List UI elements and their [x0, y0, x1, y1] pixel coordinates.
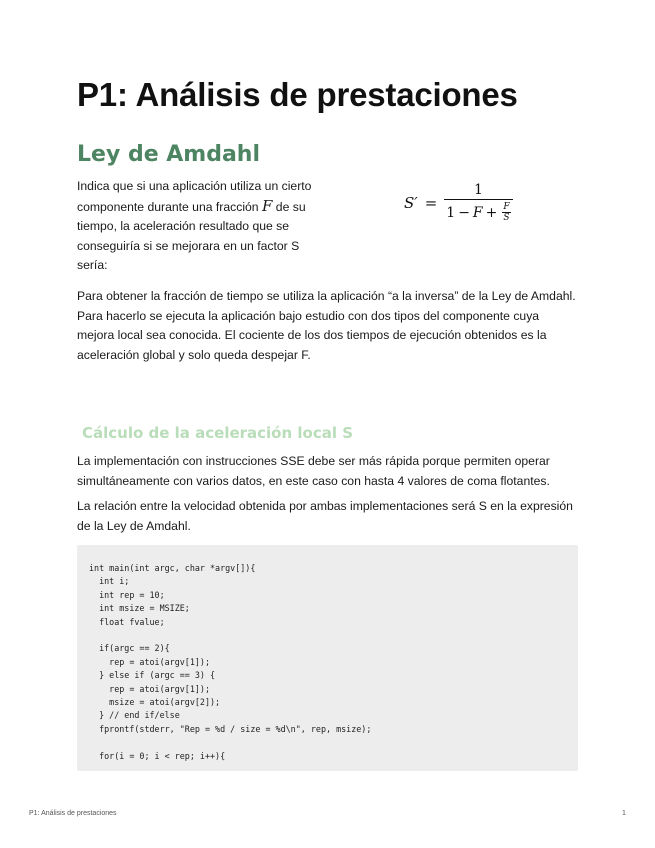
formula-mini-numerator: F — [503, 202, 510, 212]
formula-fraction — [444, 182, 512, 223]
amdahl-intro-part1: Indica que si una aplicación utiliza un cierto componente durante una fracción — [77, 179, 312, 214]
code-listing: int main(int argc, char *argv[]){ int i; int rep = 10; int msize = MSIZE; float fvalue; if(argc == 2){ rep = atoi(argv[1]); } else if (argc == 3) { rep = atoi(argv[1]); msize = atoi(argv[2]); } // end if/else fprontf(stderr, "Rep = %d / size = %d\n", rep, msize); for(i = 0; i < rep; i++){ — [89, 563, 372, 761]
formula-den-f: F — [472, 204, 483, 221]
formula-den-one: 1 — [446, 204, 456, 221]
formula-equals: = — [424, 193, 438, 212]
amdahl-intro — [77, 177, 317, 276]
footer-title: P1: Análisis de prestaciones — [29, 810, 117, 817]
amdahl-intro-variable: F — [261, 196, 273, 215]
formula-numerator: 1 — [473, 182, 483, 198]
local-acceleration-heading: Cálculo de la aceleración local S — [82, 424, 354, 442]
formula-denominator — [444, 199, 512, 223]
sse-paragraph: La implementación con instrucciones SSE debe ser más rápida porque permiten operar simultáneamente con varios datos, en este caso con hasta 4 valores de coma flotantes. — [77, 454, 550, 488]
ratio-paragraph: La relación entre la velocidad obtenida por ambas implementaciones será S en la expresión de la Ley de Amdahl. — [77, 499, 573, 533]
code-block — [77, 545, 578, 771]
formula-mini-denominator: S — [503, 213, 510, 223]
amdahl-heading: Ley de Amdahl — [77, 142, 261, 167]
amdahl-paragraph: Para obtener la fracción de tiempo se utiliza la aplicación “a la inversa” de la Ley de Amdahl. Para hacerlo se ejecuta la aplicación bajo estudio con dos tipos del componente cuya mejora local sea conocida. El cociente de los dos tiempos de ejecución obtenidos es la aceleración global y solo queda despejar F. — [77, 289, 576, 362]
formula-mini-fraction — [502, 202, 510, 223]
footer-page-number: 1 — [622, 810, 626, 817]
amdahl-intro-part2: de su tiempo, la aceleración resultado que se conseguiría si se mejorara en un factor S sería: — [77, 199, 306, 272]
page-title: P1: Análisis de prestaciones — [77, 76, 518, 113]
formula-den-plus: + — [485, 204, 498, 221]
formula-den-minus: − — [458, 204, 470, 221]
amdahl-formula — [404, 182, 513, 223]
formula-lhs: S′ — [404, 193, 418, 212]
